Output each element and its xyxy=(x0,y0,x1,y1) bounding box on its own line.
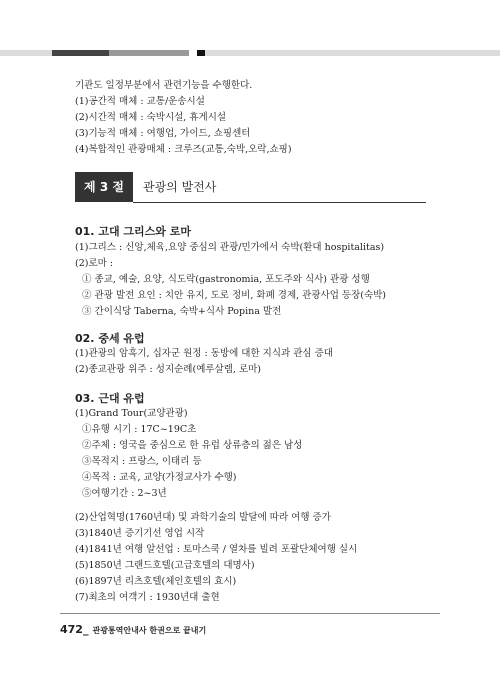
page-footer xyxy=(60,618,206,637)
body-line: (5)1850년 그랜드호텔(고급호텔의 대명사) xyxy=(75,560,255,571)
sub-line: ⑤여행기간 : 2~3년 xyxy=(82,488,167,499)
sub-line: ① 종교, 예술, 요양, 식도락(gastronomia, 포도주와 식사) 관광 성행 xyxy=(82,274,370,285)
body-line: (1)관광의 암흑기, 십자군 원정 : 동방에 대한 지식과 관심 증대 xyxy=(75,348,333,359)
heading-03: 03. 근대 유럽 xyxy=(75,392,145,405)
sub-line: ④목적 : 교육, 교양(가정교사가 수행) xyxy=(82,472,237,483)
body-line: (1)그리스 : 신앙,체육,요양 중심의 관광/민가에서 숙박(환대 hospitalitas) xyxy=(75,242,385,253)
body-line: (2)로마 : xyxy=(75,258,114,269)
top-decorative-bar xyxy=(0,50,500,56)
body-line: (3)1840년 증기기선 영업 시작 xyxy=(75,528,205,539)
intro-line: (4)복합적인 관광매체 : 크루즈(교통,숙박,오락,쇼핑) xyxy=(75,144,292,155)
body-line: (2)종교관광 위주 : 성지순례(예루살렘, 로마) xyxy=(75,364,262,375)
sub-line: ② 관광 발전 요인 : 치안 유지, 도로 정비, 화폐 경제, 관광사업 등장(숙박) xyxy=(82,290,387,301)
sub-line: ③목적지 : 프랑스, 이태리 등 xyxy=(82,456,202,467)
body-line: (1)Grand Tour(교양관광) xyxy=(75,408,188,419)
body-line: (4)1841년 여행 알선업 : 토마스쿡 / 열차를 빌려 포괄단체여행 실시 xyxy=(75,544,358,555)
heading-01: 01. 고대 그리스와 로마 xyxy=(75,225,191,238)
section-number: 제 3 절 xyxy=(75,172,133,202)
footer-rule xyxy=(60,613,440,614)
heading-02: 02. 중세 유럽 xyxy=(75,332,145,345)
intro-line: (2)시간적 매체 : 숙박시설, 휴게시설 xyxy=(75,112,227,123)
sub-line: ①유행 시기 : 17C~19C초 xyxy=(82,424,197,435)
sub-line: ②주체 : 영국을 중심으로 한 유럽 상류층의 젊은 남성 xyxy=(82,440,303,451)
book-title: 관광통역안내사 한권으로 끝내기 xyxy=(92,626,207,635)
intro-line: (1)공간적 매체 : 교통/운송시설 xyxy=(75,96,205,107)
sub-line: ③ 간이식당 Taberna, 숙박+식사 Popina 발전 xyxy=(82,306,282,317)
body-line: (2)산업혁명(1760년대) 및 과학기술의 발달에 따라 여행 증가 xyxy=(75,512,331,523)
page-number: 472_ xyxy=(60,623,89,636)
section-header xyxy=(75,172,426,202)
intro-line: 기관도 일정부분에서 관련기능을 수행한다. xyxy=(75,80,253,91)
body-line: (6)1897년 리츠호텔(체인호텔의 효시) xyxy=(75,576,237,587)
body-line: (7)최초의 여객기 : 1930년대 출현 xyxy=(75,592,220,603)
section-title: 관광의 발전사 xyxy=(133,172,426,203)
intro-line: (3)기능적 매체 : 여행업, 가이드, 쇼핑센터 xyxy=(75,128,251,139)
